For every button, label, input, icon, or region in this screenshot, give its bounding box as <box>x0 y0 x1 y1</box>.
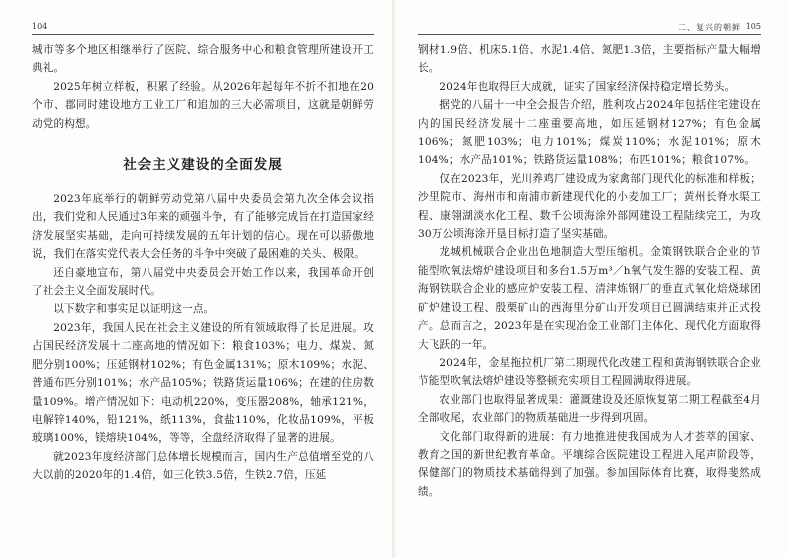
left-page <box>0 0 392 558</box>
body-paragraph: 农业部门也取得显著成果：灌溉建设及还原恢复第二期工程截至4月全部收尾，农业部门的物质基础进一步得到巩固。 <box>418 393 761 425</box>
body-paragraph: 仅在2023年，光川养鸡厂建设成为家禽部门现代化的标准和样板；沙里院市、海州市和南浦市新建现代化的小麦加工厂；黄州长脊水渠工程、康翎湖淡水化工程、数千公顷海涂外部网建设工程陆续完工，为攻30万公顷海涂开垦目标打造了坚实基础。 <box>418 172 761 241</box>
page-number-right: 105 <box>745 22 761 31</box>
body-paragraph: 2024年，金星拖拉机厂第二期现代化改建工程和黄海钢铁联合企业节能型吹氧法熔炉建设等整顿充实项目工程圆满取得进展。 <box>418 356 761 388</box>
body-paragraph: 2023年底举行的朝鲜劳动党第八届中央委员会第九次全体会议指出，我们党和人民通过3年来的顽强斗争，有了能够完成旨在打造国家经济发展坚实基础，走向可持续发展的五年计划的信心。现在可以骄傲地说，我们在落实党代表大会任务的斗争中突破了最困难的关头、极限。 <box>32 193 374 261</box>
body-paragraph: 钢材1.9倍、机床5.1倍、水泥1.4倍、氮肥1.3倍，主要指标产量大幅增长。 <box>418 44 761 75</box>
left-page-header <box>32 0 374 34</box>
body-paragraph: 还自豪地宣布，第八届党中央委员会开始工作以来，我国革命开创了社会主义全面发展时代。 <box>32 266 374 298</box>
body-paragraph: 文化部门取得新的进展：有力地推进使我国成为人才荟萃的国家、教育之国的新世纪教育革命。平壤综合医院建设工程进入尾声阶段等，保健部门的物质技术基础得到了加强。参加国际体育比赛，取得斐然成绩。 <box>418 430 761 498</box>
body-paragraph: 2025年树立样板，积累了经验。从2026年起每年不折不扣地在20个市、郡同时建设地方工业工厂和追加的三大必需项目，这就是朝鲜劳动党的构想。 <box>32 80 374 130</box>
right-page <box>395 0 787 558</box>
body-paragraph: 以下数字和事实足以证明这一点。 <box>53 303 215 316</box>
section-title: 社会主义建设的全面发展 <box>123 157 283 174</box>
header-rule-left <box>32 34 374 35</box>
right-page-body <box>418 41 761 501</box>
left-page-body <box>32 41 374 485</box>
body-paragraph: 龙城机械联合企业出色地制造大型压缩机。金策钢铁联合企业的节能型吹氧法熔炉建设项目和多台1.5万m³／h氧气发生器的安装工程、黄海钢铁联合企业的感应炉安装工程、清津炼钢厂的垂直式氧化焙烧球团矿炉建设工程、殷栗矿山的西海里分矿山开发项目已圆满结束并正式投产。总而言之，2023年是在实现冶金工业部门主体化、现代化方面取得大飞跃的一年。 <box>418 246 761 351</box>
header-rule-right <box>418 34 761 35</box>
body-paragraph: 2023年，我国人民在社会主义建设的所有领域取得了长足进展。攻占国民经济发展十二座高地的情况如下：粮食103%；电力、煤炭、氮肥分别100%；压延钢材102%；有色金属131%；原木109%；水泥、普通布匹分别101%；水产品105%；铁路货运量106%；在建的住房数量109%。增产情况如下：电动机220%，变压器208%，轴承121%，电解锌140%，铅121%，纸113%，食盐110%，化妆品109%，平板玻璃100%，镁熔块104%，等等，全盘经济取得了显著的进展。 <box>32 321 374 445</box>
body-paragraph: 就2023年度经济部门总体增长规模而言，国内生产总值增至党的八大以前的2020年的1.4倍，如三化铁3.5倍，生铁2.7倍，压延 <box>32 450 374 482</box>
right-page-header <box>418 0 761 34</box>
body-paragraph: 2024年也取得巨大成就，证实了国家经济保持稳定增长势头。 <box>439 80 736 93</box>
body-paragraph: 城市等多个地区相继举行了医院、综合服务中心和粮食管理所建设开工典礼。 <box>32 44 374 75</box>
body-paragraph: 据党的八届十一中全会报告介绍，胜利攻占2024年包括住宅建设在内的国民经济发展十二座重要高地，如压延钢材127%；有色金属106%；氮肥103%；电力101%；煤炭110%；水泥101%；原木104%；水产品101%；铁路货运量108%；布匹101%；粮食107%。 <box>418 99 761 167</box>
running-header: 二、复兴的朝鲜 <box>678 23 741 32</box>
page-number-left: 104 <box>32 22 48 31</box>
